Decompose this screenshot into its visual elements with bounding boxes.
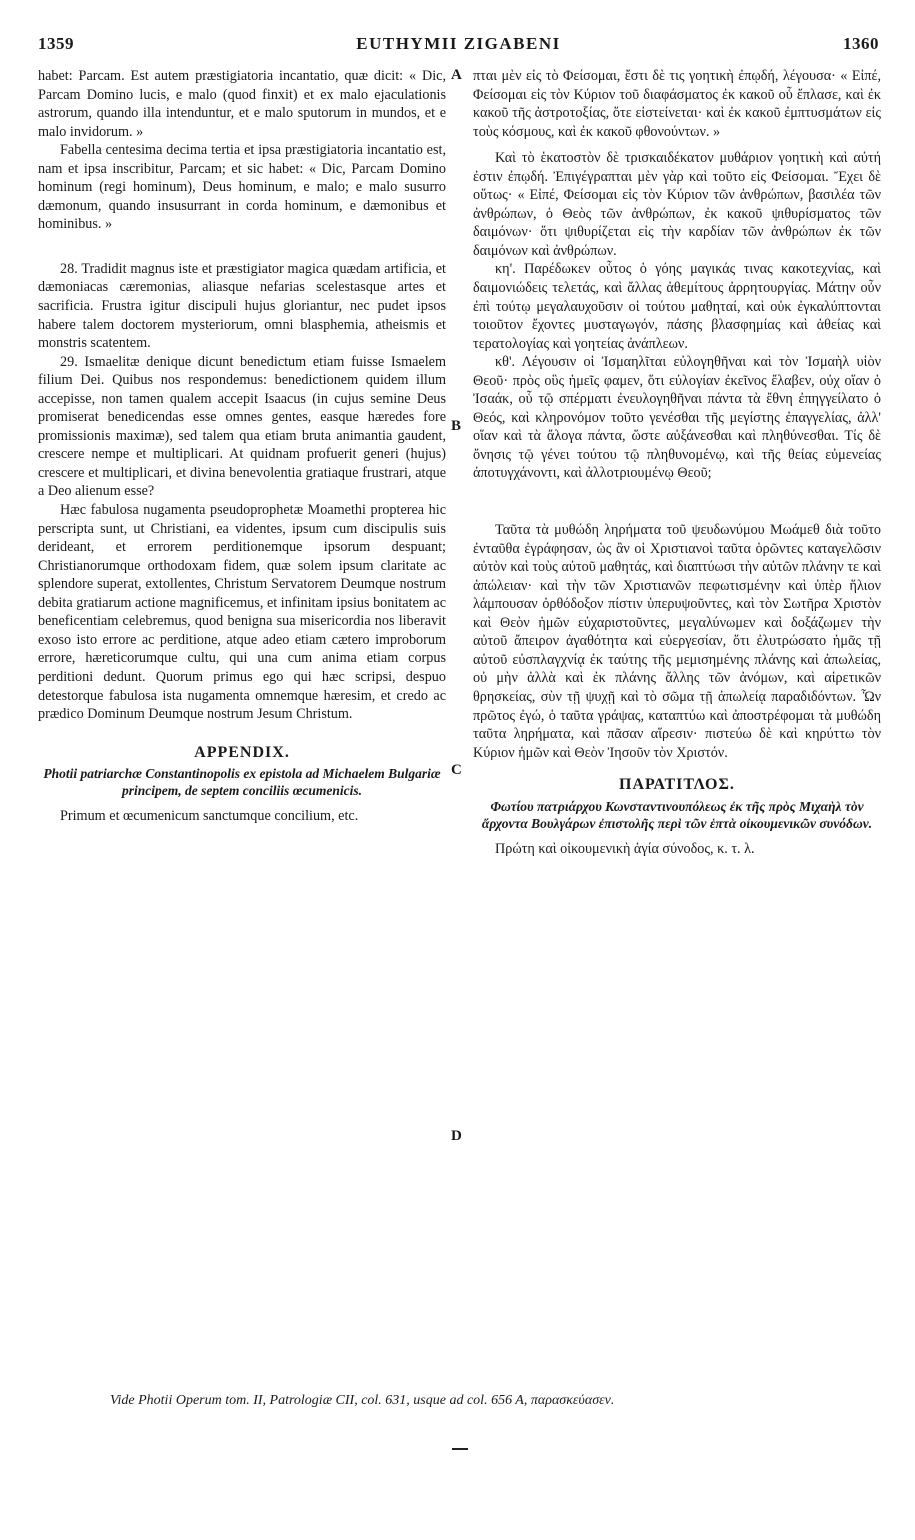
latin-paragraph: Primum et œcumenicum sanctumque concilium, etc.	[60, 808, 359, 825]
greek-paragraph: Ταῦτα τὰ μυθώδη ληρήματα τοῦ ψευδωνύμου Μωάμεθ διὰ τοῦτο ἐνταῦθα ἐγράφησαν, ὡς ἂν οἱ Χριστιανοὶ ταῦτα ὁρῶντες καταγελῶσιν αὐτὸν καὶ τοὺς αὐτοῦ μαθητάς, καὶ διαπτύωσι τὴν αὐτῶν πλάνην τε καὶ ἀπώλειαν· καὶ τὴν τῶν Χριστιανῶν πεφωτισμένην καὶ ὑπὲρ ἥλιον λάμπουσαν ὀρθόδοξον πίστιν ὑπερυψοῦντες, καὶ τὸν Σωτῆρα Χριστὸν καὶ Θεὸν ἡμῶν εὐχαριστοῦντες, μεγαλύνωμεν καὶ δοξάζωμεν τὴν αὐτοῦ ἄπειρον ἀγαθότητα καὶ εὐεργεσίαν, ὅτι ἐλυτρώσατο ἡμᾶς τῇ αὐτοῦ εὐσπλαγχνίᾳ ἐκ ταύτης τῆς μεμισημένης πλάνης καὶ ἀπωλείας, οὐ μὴν ἀλλὰ καὶ ἐκ πλάνης ἄλλης τῶν ἀνόμων, καὶ αἱρετικῶν θρησκείας, σὺν τῇ ψυχῇ καὶ τὸ σῶμα τῇ ἀπωλείᾳ παραδιδόντων. Ὧν πρῶτος ἐγώ, ὁ ταῦτα γράψας, καταπτύω καὶ ἀποστρέφομαι τὰ μυθώδη ταῦτα ληρήματα, καὶ πᾶσαν αἵρεσιν· πιστεύω δὲ καὶ κηρύττω τὸν Κύριον ἡμῶν καὶ Θεὸν Ἰησοῦν τὸν Χριστόν.	[473, 522, 881, 761]
latin-paragraph: Fabella centesima decima tertia et ipsa præstigiatoria incantatio est, nam et ipsa inscribitur, Parcam; et sic habet: « Dic, Parcam Domino hominum (regi hominum), Deus hominum, e malo; e malo susurro dæmonum, quando insusurrant in corda hominum, e dæmonibus et hominibus. »	[38, 142, 446, 233]
latin-paragraph: Hæc fabulosa nugamenta pseudoprophetæ Moamethi propterea hic perscripta sunt, ut Christiani, ea videntes, ipsum cum discipulis suis derideant, et errorem perditionemque ipsorum despuant; Christianorumque orthodoxam fidem, quæ solem ipsum claritate ac splendore superat, extollentes, Christum Servatorem Deumque nostrum debita gratiarum actione magnificemus, et infinitam ipsius bonitatem ac beneficentiam celebremus, quod benigna sua misericordia nos liberavit exoso isto errore ac perditione, atque adeo etiam cætero improborum errore, hæreticorumque cultu, qui una cum anima etiam corpus perditioni dedunt. Quorum primus ego qui hæc scripsi, despuo detestorque fabulosa ista nugamenta omnemque hæresim, et credo ac prædico Dominum Deumque nostrum Jesum Christum.	[38, 502, 446, 723]
greek-paragraph: Πρώτη καὶ οἰκουμενικὴ ἁγία σύνοδος, κ. τ. λ.	[495, 840, 755, 857]
latin-column	[38, 67, 446, 826]
margin-mark-a: A	[451, 67, 462, 83]
greek-paragraph: κθ'. Λέγουσιν οἱ Ἰσμαηλῖται εὐλογηθῆναι καὶ τὸν Ἰσμαὴλ υἱὸν Θεοῦ· πρὸς οὓς ἡμεῖς φαμεν, ὅτι εὐλογίαν ἐκεῖνος ἔλαβεν, οὐχ οἵαν ὁ Ἰσαάκ, οὗ τῷ σπέρματι ἐνευλογηθῆναι πάντα τὰ ἔθνη ἐπηγγείλατο ὁ Θεός, καὶ κληρονόμον τοῦτο γενέσθαι τῆς μεγίστης ἐπαγγελίας, ἀλλ' οἵαν καὶ τὰ ἄλογα πάντα, ὥστε αὐξάνεσθαι καὶ πληθύνεσθαι. Τίς δὲ ὄνησις τῷ γένει τούτου τῷ πληθυνομένῳ, καὶ τῆς θείας εὐμενείας ἀποτυγχάνοντι, καὶ ἀλλοτριουμένῳ Θεοῦ;	[473, 354, 881, 482]
appendix-subtitle-latin: Photii patriarchæ Constantinopolis ex epistola ad Michaelem Bulgariæ principem, de septem conciliis œcumenicis.	[43, 766, 441, 799]
appendix-title-greek: ΠΑΡΑΤΙΤΛΟΣ.	[619, 776, 735, 794]
latin-paragraph: habet: Parcam. Est autem præstigiatoria incantatio, quæ dicit: « Dic, Parcam Domino lucis, e malo (quod finxit) et ex malo ejaculationis astrorum, quando illa intenduntur, et e malo sputorum in mundos, et e malo invidorum. »	[38, 68, 446, 140]
greek-paragraph: Καὶ τὸ ἑκατοστὸν δὲ τρισκαιδέκατον μυθάριον γοητικὴ καὶ αὐτή ἐστιν ἐπῳδή. Ἐπιγέγραπται μὲν γὰρ καὶ τοῦτο εἰς Φείσομαι. Ἔχει δὲ οὕτως· « Εἰπέ, Φείσομαι εἰς τὸν Κύριον τῶν ἀνθρώπων, βασιλέα τῶν ἀνθρώπων, ὁ Θεὸς τῶν ἀνθρώπων, ἐκ κακοῦ ψιθυρίσματος τῶν δαιμόνων· ὅτι ψιθυρίζεται εἰς τὴν καρδίαν τῶν ἀνθρώπων ἐκ τῶν δαιμόνων καὶ ἀνθρώπων.	[473, 150, 881, 259]
greek-column	[473, 67, 881, 858]
page-title: EUTHYMII ZIGABENI	[356, 34, 561, 53]
page-number-right: 1360	[843, 34, 879, 53]
page-number-left: 1359	[38, 34, 74, 53]
closing-rule	[452, 1448, 468, 1450]
running-header	[38, 34, 879, 56]
margin-mark-b: B	[451, 418, 462, 434]
latin-paragraph: 28. Tradidit magnus iste et præstigiator magica quædam artificia, et dæmoniacas cæremonias, aliasque nefarias scelestasque artes et sacrificia. Frustra igitur discipuli hujus gloriantur, nec pudet ipsos habere talem doctorem mysteriorum, omni blasphemia, atheismis et monstris scatentem.	[38, 260, 446, 352]
greek-paragraph: πται μὲν εἰς τὸ Φείσομαι, ἔστι δὲ τις γοητικὴ ἐπῳδή, λέγουσα· « Εἰπέ, Φείσομαι εἰς τὸν Κύριον τοῦ διαφάσματος ἐκ κακοῦ οὗ ἔπλασε, καὶ ἐκ κακοῦ τῆς ἀστροτοξίας, ὅτε εἰστείνεται· καὶ ἐκ κακοῦ ἐμπτυσμάτων εἰς τοὺς κόσμους, καὶ ἐκ κακοῦ φθονούντων. »	[473, 68, 881, 140]
margin-mark-c: C	[451, 762, 462, 778]
appendix-title-latin: APPENDIX.	[194, 743, 290, 761]
latin-paragraph: 29. Ismaelitæ denique dicunt benedictum etiam fuisse Ismaelem filium Dei. Quibus nos respondemus: benedictionem quidem illum accepisse, non tamen qualem accepit Isaacus (in cujus semine Deus promiserat benedicendas esse omnes gentes, easque hæredes fore promissionis maximæ), sed talem qua etiam bruta animantia gaudent, crescere nempe et multiplicari. At quidnam profuerit generi (hujus) crescere et multiplicari, et divina benevolentia gratiaque frustrari, atque a Deo alienum esse?	[38, 353, 446, 500]
appendix-subtitle-greek: Φωτίου πατριάρχου Κωνσταντινουπόλεως ἐκ τῆς πρὸς Μιχαὴλ τὸν ἄρχοντα Βουλγάρων ἐπιστολῆς περὶ τῶν ἑπτὰ οἰκουμενικῶν συνόδων.	[481, 798, 873, 831]
footnote: Vide Photii Operum tom. II, Patrologiæ CII, col. 631, usque ad col. 656 A, παρασκεύασεν.	[110, 1393, 615, 1408]
greek-paragraph: κη'. Παρέδωκεν οὗτος ὁ γόης μαγικάς τινας κακοτεχνίας, καὶ δαιμονιώδεις τελετάς, καὶ ἄλλας ἀθεμίτους ἀρρητουργίας. Μάτην οὖν ἐπὶ τούτῳ μεγαλαυχοῦσιν οἱ τούτου μαθηταί, καὶ οὐκ ἐγκαλύπτονται τοιοῦτον ἔχοντες μυσταγωγόν, πάσης βλασφημίας καὶ ἀθείας καὶ τερατολογίας καὶ γοητείας ἀνάπλεων.	[473, 261, 881, 352]
margin-mark-d: D	[451, 1128, 462, 1144]
